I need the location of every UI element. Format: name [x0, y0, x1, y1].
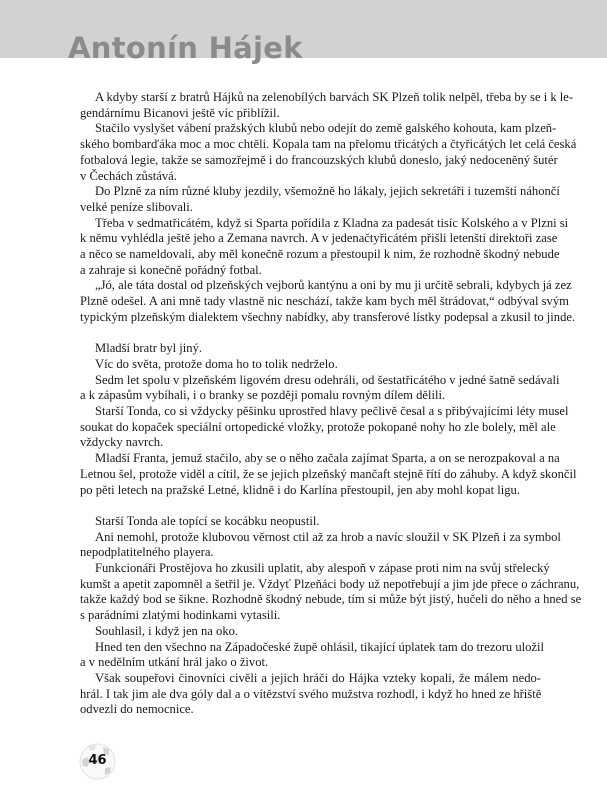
- paragraph: [80, 404, 569, 451]
- paragraph: [80, 624, 541, 640]
- paragraph: [80, 372, 560, 404]
- text-line: Funkcionáři Prostějova ho zkusili uplatit, aby alespoň v zápase proti nim na svůj střelecký: [95, 561, 550, 576]
- text-line: Starší Tonda ale topící se kocábku neopustil.: [95, 513, 320, 528]
- paragraph: [80, 514, 541, 530]
- paragraph: [80, 357, 541, 373]
- text-line: Hned ten den všechno na Západočeské župě ohlásil, tikající úplatek tam do trezoru uložil: [95, 639, 545, 654]
- text-line: nepodplatitelného playera.: [80, 545, 214, 560]
- paragraph: [80, 341, 541, 357]
- text-line: takže každý bod se šikne. Rozhodně škodný nebude, tím si může být jistý, hučeli do něho a hned se: [80, 592, 582, 607]
- page-number-badge: [79, 743, 116, 780]
- paragraph: [80, 561, 582, 624]
- text-line: a něco se nameldovali, aby měl konečně rozum a přestoupil k nim, že rozhodně škodný nebude: [80, 247, 560, 262]
- text-line: Mladší bratr byl jiný.: [95, 341, 203, 356]
- paragraph: [80, 121, 577, 184]
- text-line: gendárnímu Bicanovi ještě víc přiblížil.: [80, 105, 280, 120]
- text-line: „Jó, ale táta dostal od plzeňských vejborů kantýnu a oni by mu ji určitě sebrali, kdybych já zez: [95, 278, 572, 293]
- text-line: Však soupeřovi činovníci civěli a jejich hráči do Hájka vzteky kopali, že málem nedo-: [95, 670, 541, 685]
- text-line: a v nedělním utkání hrál jako o život.: [80, 655, 269, 670]
- text-line: s parádními zlatými hodinkami vytasili.: [80, 608, 281, 623]
- paragraph: [80, 671, 541, 718]
- text-line: po pěti letech na pražské Letné, klidně i do Karlína přestoupil, jen aby mohl kopat ligu.: [80, 482, 520, 497]
- text-line: a k zápasům vybíhali, i o branky se později pomalu rovným dílem dělili.: [80, 388, 446, 403]
- text-line: Mladší Franta, jemuž stačilo, aby se o něho začala zajímat Sparta, a on se nerozpakoval a na: [95, 451, 560, 466]
- text-line: A kdyby starší z bratrů Hájků na zelenobílých barvách SK Plzeň tolik nelpěl, třeba by se i k le-: [95, 90, 574, 104]
- text-section: [80, 513, 582, 718]
- text-line: k němu vyhlédla ještě jeho a Zemana navrch. A v jedenačtyřicátém přišli letenští direktoři zase: [80, 231, 558, 246]
- paragraph: [80, 184, 560, 215]
- text-line: odvezli do nemocnice.: [80, 702, 194, 717]
- text-line: kumšt a apetit zapomněl a šetřil je. Vždyť Plzeňáci body už nepotřebují a jim jde přece o záchranu,: [80, 576, 580, 591]
- text-section: [80, 341, 577, 498]
- paragraph: [80, 278, 576, 325]
- paragraph: [80, 529, 561, 561]
- text-line: Víc do světa, protože doma ho to tolik nedrželo.: [95, 356, 338, 371]
- text-line: Souhlasil, i když jen na oko.: [95, 623, 239, 638]
- body-text: [80, 90, 582, 734]
- page-number: 46: [88, 753, 107, 768]
- text-line: soukat do kopaček speciální ortopedické vložky, protože pokopané nohy ho zle bolely, měl ale: [80, 419, 556, 434]
- text-line: Sedm let spolu v plzeňském ligovém dresu odehráli, od šestatřicátého v jedné šatně sedávali: [95, 372, 560, 387]
- paragraph: [80, 90, 574, 121]
- text-line: a zahraje si konečně pořádný fotbal.: [80, 262, 262, 277]
- text-line: vždycky navrch.: [80, 435, 164, 450]
- text-line: Starší Tonda, co si vždycky pěšinku uprostřed hlavy pečlivě česal a s přibývajícími léty musel: [95, 404, 569, 419]
- text-line: Stačilo vyslyšet vábení pražských klubů nebo odejít do země galského kohouta, kam plzeň-: [95, 121, 557, 136]
- text-line: Třeba v sedmatřicátém, když si Sparta pořídila z Kladna za padesát tisíc Kolského a v Plzni si: [95, 215, 569, 230]
- text-line: typickým plzeňským dialektem všechny nabídky, aby transferové lístky podepsal a zkusil to jinde.: [80, 309, 576, 324]
- paragraph: [80, 215, 569, 279]
- chapter-title: Antonín Hájek: [68, 31, 303, 65]
- text-line: ského bombarďáka moc a moc chtěli. Kopala tam na přelomu třicátých a čtyřicátých let celá česká: [80, 137, 577, 152]
- text-line: v Čechách zůstává.: [80, 168, 177, 183]
- text-line: velké peníze slibovali.: [80, 199, 193, 214]
- text-line: Do Plzně za ním různé kluby jezdily, všemožně ho lákaly, jejich sekretáři i tuzemští náhončí: [95, 184, 560, 199]
- text-line: Letnou šel, protože viděl a cítil, že se jejich plzeňský mančaft stejně řítí do záhuby. A když skončil: [80, 466, 577, 481]
- paragraph: [80, 451, 577, 498]
- text-line: Plzně odešel. A ani mně tady vlastně nic neschází, takže kam bych měl štrádovat,“ odbýval svým: [80, 294, 569, 309]
- text-section: [80, 90, 577, 326]
- text-line: hrál. I tak jim ale dva góly dal a o vítězství svého mužstva rozhodl, i když ho hned ze hřiště: [80, 686, 542, 701]
- text-line: Ani nemohl, protože klubovou věrnost ctil až za hrob a navíc sloužil v SK Plzeň i za symbol: [95, 529, 561, 544]
- text-line: fotbalová legie, takže se samozřejmě i do francouzských klubů doneslo, jaký nedoceněný šutér: [80, 152, 558, 167]
- paragraph: [80, 639, 545, 671]
